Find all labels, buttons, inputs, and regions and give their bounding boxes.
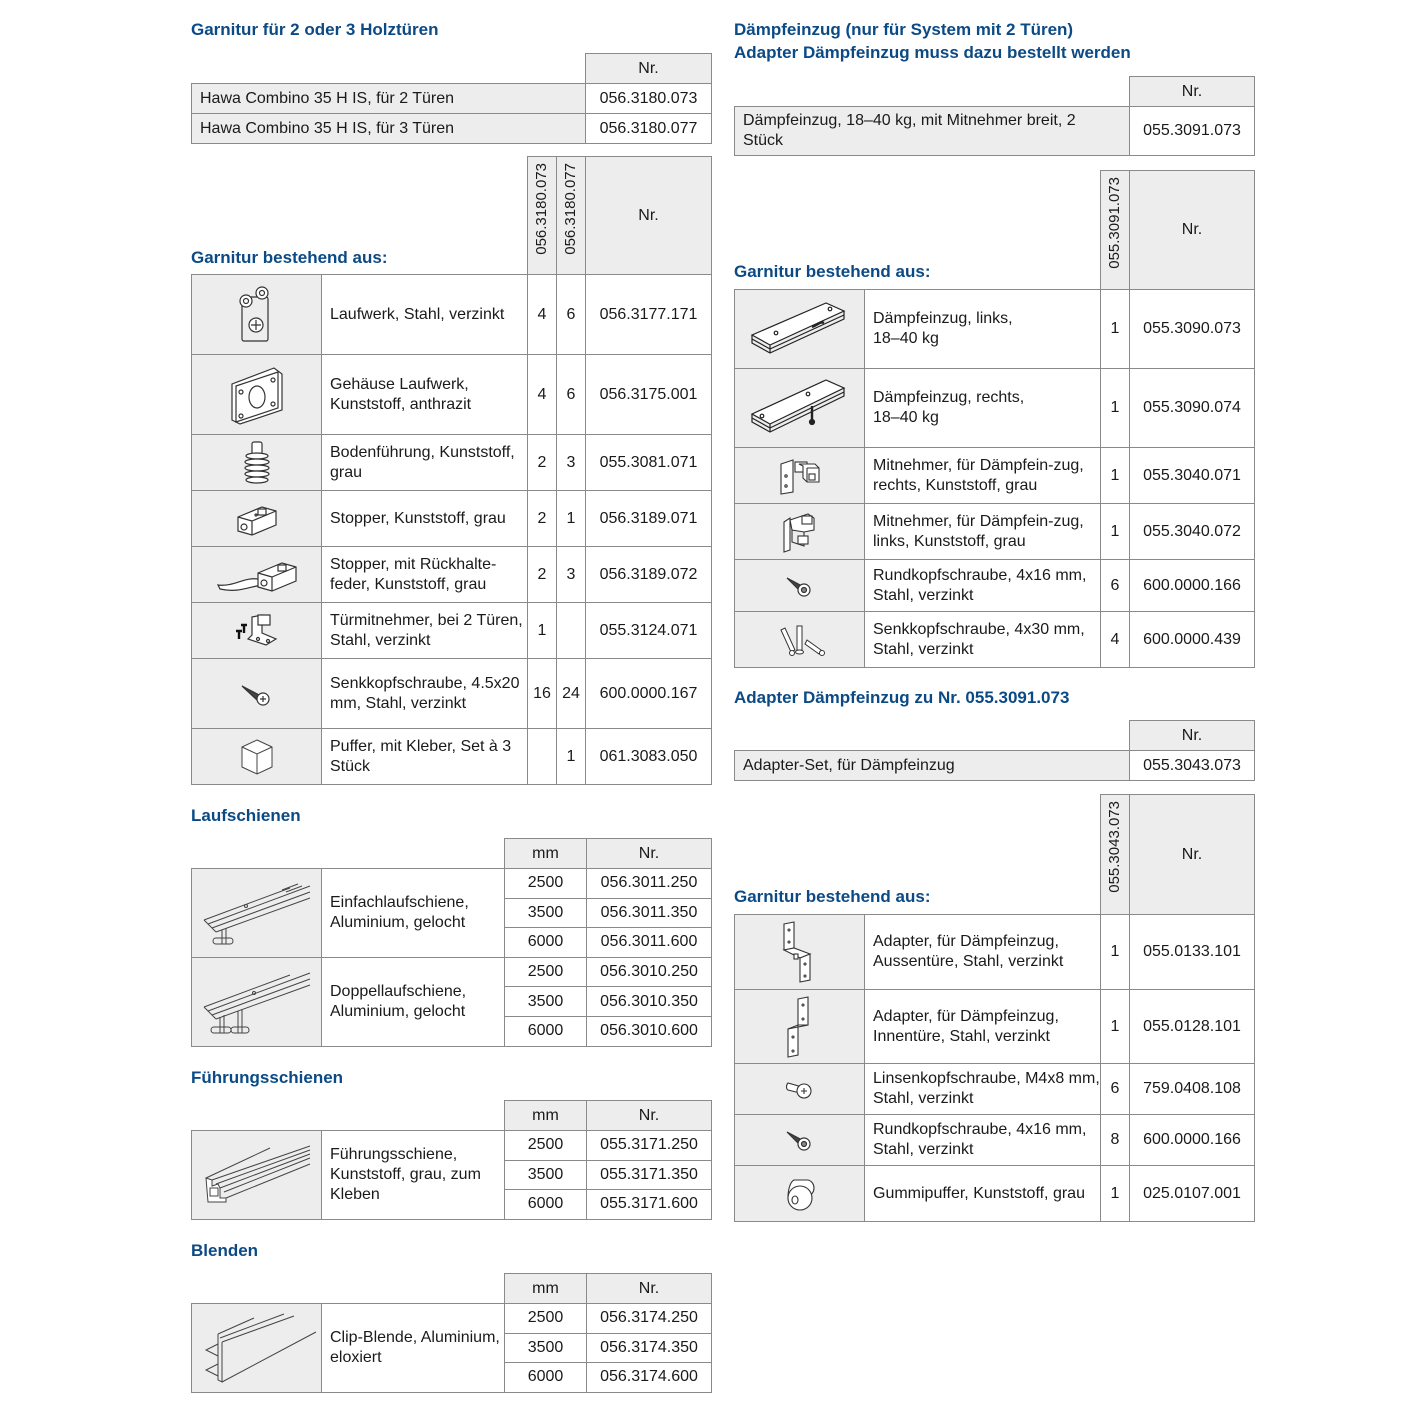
item-nr: 056.3011.600: [587, 928, 712, 958]
table-row: [735, 990, 1255, 1064]
round-head-screw-icon: [735, 560, 865, 612]
item-nr: 056.3010.600: [587, 1016, 712, 1046]
qty-a: 1: [1101, 504, 1130, 560]
nr-header: Nr.: [587, 1274, 712, 1304]
nr-header: Nr.: [586, 54, 712, 84]
item-desc: Türmitnehmer, bei 2 Türen, Stahl, verzinkt: [322, 603, 528, 659]
tracks-table: [191, 838, 712, 1047]
table-row: [192, 659, 712, 729]
col-header-a: 055.3091.073: [1106, 177, 1123, 269]
qty-b: 3: [557, 547, 586, 603]
table-row: [735, 560, 1255, 612]
activator-left-icon: [735, 504, 865, 560]
table-row: [192, 1131, 712, 1161]
mm-value: 3500: [505, 987, 587, 1017]
mm-value: 3500: [505, 898, 587, 928]
col-header-b: 056.3180.077: [562, 163, 579, 255]
table-row: [735, 751, 1255, 781]
track-desc: Einfachlaufschiene, Aluminium, gelocht: [322, 869, 505, 958]
item-desc: Laufwerk, Stahl, verzinkt: [322, 275, 528, 355]
item-nr: 056.3010.250: [587, 957, 712, 987]
qty-b: 6: [557, 355, 586, 435]
carriage-housing-icon: [192, 355, 322, 435]
section-title-set: Garnitur für 2 oder 3 Holztüren: [191, 20, 439, 39]
stopper-icon: [192, 491, 322, 547]
damper-desc: Dämpfeinzug, 18–40 kg, mit Mitnehmer breit, 2 Stück: [735, 107, 1130, 156]
qty-a: 1: [1101, 915, 1130, 990]
item-nr: 055.3040.071: [1130, 448, 1255, 504]
countersunk-screw-icon: [192, 659, 322, 729]
mm-value: 2500: [505, 869, 587, 899]
adapter-table: [734, 720, 1255, 781]
adapter-inner-icon: [735, 990, 865, 1064]
qty-a: 1: [1101, 290, 1130, 369]
adapter-desc: Adapter-Set, für Dämpfeinzug: [735, 751, 1130, 781]
set-nr: 056.3180.073: [586, 84, 712, 114]
set-desc: Hawa Combino 35 H IS, für 2 Türen: [192, 84, 586, 114]
mm-value: 2500: [505, 957, 587, 987]
qty-a: 4: [528, 275, 557, 355]
qty-a: 1: [1101, 448, 1130, 504]
item-desc: Stopper, Kunststoff, grau: [322, 491, 528, 547]
pan-head-screw-icon: [735, 1064, 865, 1115]
round-head-screw-icon: [735, 1115, 865, 1166]
item-desc: Mitnehmer, für Dämpfein-zug, rechts, Kunststoff, grau: [865, 448, 1101, 504]
set-desc: Hawa Combino 35 H IS, für 3 Türen: [192, 114, 586, 144]
mm-value: 2500: [505, 1304, 587, 1334]
qty-a: 6: [1101, 560, 1130, 612]
table-row: [192, 957, 712, 987]
qty-a: 1: [1101, 990, 1130, 1064]
item-desc: Puffer, mit Kleber, Set à 3 Stück: [322, 729, 528, 785]
buffer-cube-icon: [192, 729, 322, 785]
qty-a: 1: [1101, 369, 1130, 448]
fascia-desc: Clip-Blende, Aluminium, eloxiert: [322, 1304, 505, 1393]
mm-value: 6000: [505, 1363, 587, 1393]
adapter-components-table: [734, 794, 1255, 1222]
item-desc: Gehäuse Laufwerk, Kunststoff, anthrazit: [322, 355, 528, 435]
item-nr: 056.3011.350: [587, 898, 712, 928]
item-nr: 056.3189.072: [586, 547, 712, 603]
mm-header: mm: [505, 1274, 587, 1304]
item-nr: 055.3090.074: [1130, 369, 1255, 448]
table-row: [192, 491, 712, 547]
item-nr: 056.3189.071: [586, 491, 712, 547]
table-row: [735, 504, 1255, 560]
mm-value: 3500: [505, 1333, 587, 1363]
single-track-icon: [192, 869, 322, 958]
qty-a: [528, 729, 557, 785]
item-desc: Mitnehmer, für Dämpfein-zug, links, Kunststoff, grau: [865, 504, 1101, 560]
section-title-adapter-components: Garnitur bestehend aus:: [734, 887, 931, 906]
qty-a: 1: [1101, 1166, 1130, 1222]
table-row: [735, 915, 1255, 990]
item-nr: 056.3177.171: [586, 275, 712, 355]
floor-guide-icon: [192, 435, 322, 491]
stopper-spring-icon: [192, 547, 322, 603]
item-nr: 600.0000.166: [1130, 560, 1255, 612]
item-nr: 055.3171.600: [587, 1190, 712, 1220]
item-nr: 056.3174.600: [587, 1363, 712, 1393]
damper-right-icon: [735, 369, 865, 448]
nr-header: Nr.: [1130, 171, 1255, 290]
table-row: [735, 448, 1255, 504]
track-desc: Doppellaufschiene, Aluminium, gelocht: [322, 957, 505, 1046]
qty-a: 6: [1101, 1064, 1130, 1115]
item-desc: Gummipuffer, Kunststoff, grau: [865, 1166, 1101, 1222]
qty-a: 2: [528, 547, 557, 603]
qty-b: 3: [557, 435, 586, 491]
item-nr: 600.0000.439: [1130, 612, 1255, 668]
nr-header: Nr.: [587, 839, 712, 869]
damper-nr: 055.3091.073: [1130, 107, 1255, 156]
col-header-a: 056.3180.073: [533, 163, 550, 255]
roller-carriage-icon: [192, 275, 322, 355]
table-row: [735, 107, 1255, 156]
item-desc: Linsenkopfschraube, M4x8 mm, Stahl, verzinkt: [865, 1064, 1101, 1115]
table-row: [192, 275, 712, 355]
qty-a: 4: [1101, 612, 1130, 668]
qty-b: [557, 603, 586, 659]
item-desc: Adapter, für Dämpfeinzug, Innentüre, Stahl, verzinkt: [865, 990, 1101, 1064]
mm-header: mm: [505, 1101, 587, 1131]
item-nr: 055.0133.101: [1130, 915, 1255, 990]
section-title-damper-line1: Dämpfeinzug (nur für System mit 2 Türen): [734, 20, 1074, 39]
table-row: [192, 355, 712, 435]
table-row: [192, 547, 712, 603]
fascia-table: [191, 1273, 712, 1393]
nr-header: Nr.: [1130, 721, 1255, 751]
item-nr: 061.3083.050: [586, 729, 712, 785]
section-title-adapter: Adapter Dämpfeinzug zu Nr. 055.3091.073: [734, 688, 1070, 707]
item-desc: Adapter, für Dämpfeinzug, Aussentüre, Stahl, verzinkt: [865, 915, 1101, 990]
qty-b: 24: [557, 659, 586, 729]
item-desc: Senkkopfschraube, 4x30 mm, Stahl, verzinkt: [865, 612, 1101, 668]
item-desc: Stopper, mit Rückhalte-feder, Kunststoff, grau: [322, 547, 528, 603]
mm-header: mm: [505, 839, 587, 869]
qty-a: 16: [528, 659, 557, 729]
qty-a: 8: [1101, 1115, 1130, 1166]
item-nr: 055.3090.073: [1130, 290, 1255, 369]
guide-rail-icon: [192, 1131, 322, 1220]
qty-b: 6: [557, 275, 586, 355]
nr-header: Nr.: [586, 157, 712, 275]
table-row: [192, 729, 712, 785]
item-desc: Dämpfeinzug, rechts, 18–40 kg: [865, 369, 1101, 448]
table-row: [735, 290, 1255, 369]
rubber-buffer-icon: [735, 1166, 865, 1222]
qty-a: 2: [528, 435, 557, 491]
item-desc: Dämpfeinzug, links, 18–40 kg: [865, 290, 1101, 369]
section-title-tracks: Laufschienen: [191, 806, 301, 825]
section-title-components: Garnitur bestehend aus:: [191, 248, 388, 267]
item-nr: 056.3011.250: [587, 869, 712, 899]
item-desc: Rundkopfschraube, 4x16 mm, Stahl, verzinkt: [865, 1115, 1101, 1166]
qty-a: 4: [528, 355, 557, 435]
table-row: [192, 603, 712, 659]
guide-desc: Führungsschiene, Kunststoff, grau, zum Kleben: [322, 1131, 505, 1220]
section-title-damper-components: Garnitur bestehend aus:: [734, 262, 931, 281]
item-nr: 055.3040.072: [1130, 504, 1255, 560]
item-nr: 055.3171.350: [587, 1160, 712, 1190]
item-nr: 056.3174.250: [587, 1304, 712, 1334]
components-table: [191, 156, 712, 785]
mm-value: 3500: [505, 1160, 587, 1190]
item-nr: 025.0107.001: [1130, 1166, 1255, 1222]
door-driver-icon: [192, 603, 322, 659]
item-nr: 055.3081.071: [586, 435, 712, 491]
qty-a: 2: [528, 491, 557, 547]
table-row: [192, 114, 712, 144]
adapter-nr: 055.3043.073: [1130, 751, 1255, 781]
table-row: [192, 1304, 712, 1334]
item-nr: 056.3174.350: [587, 1333, 712, 1363]
table-row: [735, 369, 1255, 448]
item-nr: 055.3124.071: [586, 603, 712, 659]
table-row: [735, 1166, 1255, 1222]
mm-value: 6000: [505, 928, 587, 958]
item-nr: 600.0000.167: [586, 659, 712, 729]
damper-table: [734, 76, 1255, 156]
table-row: [192, 435, 712, 491]
item-desc: Senkkopfschraube, 4.5x20 mm, Stahl, verzinkt: [322, 659, 528, 729]
item-nr: 759.0408.108: [1130, 1064, 1255, 1115]
mm-value: 6000: [505, 1016, 587, 1046]
qty-b: 1: [557, 729, 586, 785]
item-nr: 055.0128.101: [1130, 990, 1255, 1064]
item-nr: 600.0000.166: [1130, 1115, 1255, 1166]
table-row: [735, 1115, 1255, 1166]
mm-value: 6000: [505, 1190, 587, 1220]
nr-header: Nr.: [1130, 795, 1255, 915]
table-row: [192, 869, 712, 899]
clip-fascia-icon: [192, 1304, 322, 1393]
mm-value: 2500: [505, 1131, 587, 1161]
qty-a: 1: [528, 603, 557, 659]
nr-header: Nr.: [587, 1101, 712, 1131]
section-title-guides: Führungsschienen: [191, 1068, 344, 1087]
item-nr: 056.3010.350: [587, 987, 712, 1017]
table-row: [192, 84, 712, 114]
section-title-fascia: Blenden: [191, 1241, 259, 1260]
item-desc: Bodenführung, Kunststoff, grau: [322, 435, 528, 491]
double-track-icon: [192, 957, 322, 1046]
table-row: [735, 1064, 1255, 1115]
item-nr: 055.3171.250: [587, 1131, 712, 1161]
col-header-a: 055.3043.073: [1106, 801, 1123, 893]
table-row: [735, 612, 1255, 668]
section-title-damper-line2: Adapter Dämpfeinzug muss dazu bestellt werden: [734, 43, 1131, 62]
item-nr: 056.3175.001: [586, 355, 712, 435]
activator-right-icon: [735, 448, 865, 504]
damper-components-table: [734, 170, 1255, 668]
damper-left-icon: [735, 290, 865, 369]
countersunk-screws-icon: [735, 612, 865, 668]
set-table: [191, 53, 712, 144]
qty-b: 1: [557, 491, 586, 547]
set-nr: 056.3180.077: [586, 114, 712, 144]
adapter-outer-icon: [735, 915, 865, 990]
nr-header: Nr.: [1130, 77, 1255, 107]
guides-table: [191, 1100, 712, 1220]
item-desc: Rundkopfschraube, 4x16 mm, Stahl, verzinkt: [865, 560, 1101, 612]
